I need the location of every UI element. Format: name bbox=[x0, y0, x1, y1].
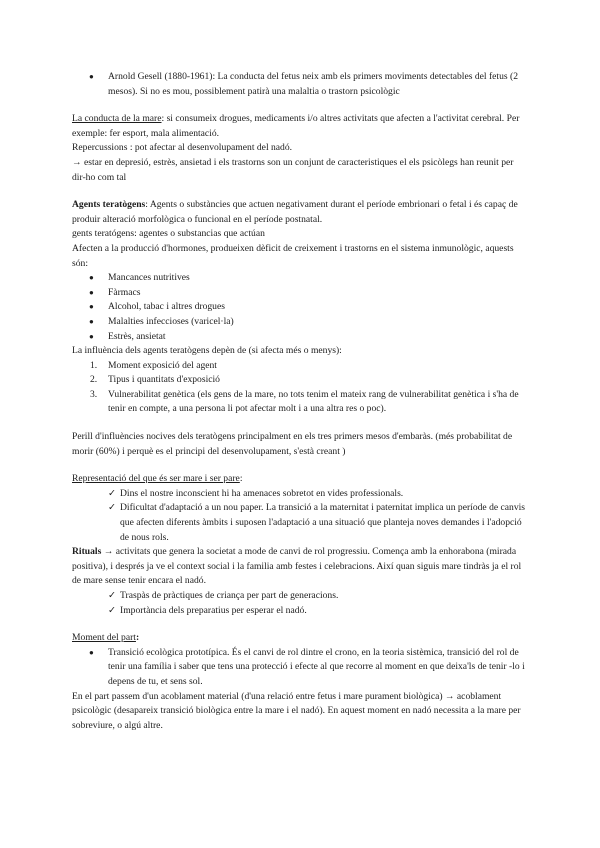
arrow-note: → estar en depresió, estrès, ansietad i els trastorns son un conjunt de caracteristiques el els psicòlegs han reunit per dir-ho com tal bbox=[72, 156, 514, 183]
list-item: ✓ Importància dels preparatius per esperar el nadó. bbox=[72, 604, 528, 619]
checkmark-icon: ✓ bbox=[108, 604, 117, 616]
section-heading: Agents teratògens bbox=[72, 199, 146, 211]
teratogens-effects: Afecten a la producció d'hormones, produeixen dèficit de creixement i trastorns en el sistema inmunològic, aquests són: bbox=[72, 242, 514, 269]
teratogens-list bbox=[72, 271, 528, 344]
rituals-heading: Rituals bbox=[72, 546, 102, 558]
section-heading: Moment del part bbox=[72, 632, 136, 644]
list-item: ✓ Traspàs de pràctiques de criança per part de generacions. bbox=[72, 589, 528, 604]
list-item: 2. Tipus i quantitats d'exposició bbox=[90, 374, 220, 386]
representation-heading-line: Representació del que és ser mare i ser pare: bbox=[72, 473, 243, 485]
birth-bullet-list bbox=[72, 646, 528, 690]
teratogens-definition: Agents teratògens: Agents o substàncies que actuen negativament durant el període embrionari o fetal i és capaç de produir alteració morfològica o funcional en el període postnatal. bbox=[72, 199, 518, 225]
list-item: 3. Vulnerabilitat genètica (els gens de la mare, no tots tenim el mateix rang de vulnerabilitat genètica i s'ha de tenir en compte, a una persona li pot afectar molt i a una altra res o poc). bbox=[90, 388, 519, 415]
list-item: ● Transició ecològica prototípica. És el canvi de rol dintre el crono, en la teoria sistèmica, transició del rol de tenir una família i saber que tens una protecció i efecte al que recorre al moment en que deixa'ls de tenir -lo i depens de tu, et sens sol. bbox=[89, 646, 525, 687]
risk-paragraph: Perill d'influències nocives dels teratògens principalment en els tres primers mesos d'embaràs. (més probabilitat de morir (60%) i perquè es el principi del desenvolupament, s'està creant ) bbox=[72, 431, 513, 457]
document-page bbox=[72, 70, 528, 733]
bullet-icon: ● bbox=[89, 302, 94, 312]
list-item bbox=[72, 70, 528, 99]
bullet-icon: ● bbox=[89, 273, 94, 283]
birth-heading-line: Moment del part: bbox=[72, 632, 140, 644]
section-heading: Representació del que és ser mare i ser pare bbox=[72, 473, 240, 485]
bullet-icon: ● bbox=[89, 72, 94, 81]
bullet-icon: ● bbox=[89, 647, 94, 657]
list-item: ● Estrès, ansietat bbox=[72, 330, 528, 345]
list-item: ✓ Dins el nostre inconscient hi ha amenaces sobretot en vides professionals. bbox=[72, 487, 528, 502]
list-item: ● Fàrmacs bbox=[72, 286, 528, 301]
section-heading: La conducta de la mare bbox=[72, 113, 162, 125]
birth-paragraph: En el part passem d'un acoblament material (d'una relació entre fetus i mare purament biològica) → acoblament psicològic (desapareix transició biològica entre la mare i el nadó). En aquest moment en nadó necessita a la mare per sobreviure, o algú altre. bbox=[72, 690, 521, 731]
bullet-icon: ● bbox=[89, 331, 94, 341]
list-item: ● Malalties infeccioses (varicel·la) bbox=[72, 315, 528, 330]
checkmark-icon: ✓ bbox=[108, 502, 117, 514]
rituals-paragraph: Rituals → activitats que genera la societat a mode de canvi de rol progressiu. Comença amb la enhorabona (mirada positiva), i després ja ve el context social i la familia amb festes i celebracions. Així quan siguis mare tindràs ja el rol de mare sense tenir encara el nadó. bbox=[72, 546, 522, 587]
influence-intro: La influència dels agents teratògens depèn de (si afecta més o menys): bbox=[72, 345, 342, 357]
repercussions-line: Repercussions : pot afectar al desenvolupament del nadó. bbox=[72, 142, 293, 154]
gesell-text: Arnold Gesell (1880-1961): La conducta del fetus neix amb els primers moviments detectables del fetus (2 mesos). Si no es mou, possiblement patirà una malaltia o trastorn psicològic bbox=[108, 71, 519, 97]
influence-list bbox=[72, 359, 528, 417]
list-item: ● Alcohol, tabac i altres drogues bbox=[72, 300, 528, 315]
rituals-checklist bbox=[72, 589, 528, 618]
checkmark-icon: ✓ bbox=[108, 590, 117, 601]
representation-checklist bbox=[72, 487, 528, 545]
list-item: ● Mancances nutritives bbox=[72, 271, 528, 286]
mother-conduct-paragraph: La conducta de la mare: si consumeix drogues, medicaments i/o altres activitats que afecten a l'activitat cerebral. Per exemple: fer esport, mala alimentació. bbox=[72, 113, 520, 139]
list-item: ✓ Dificultat d'adaptació a un nou paper. La transició a la maternitat i paternitat implica un període de canvis que afecten diferents àmbits i suposen l'adaptació a una situació que planteja noves demandes i l'adopció de nous rols. bbox=[108, 502, 526, 543]
checkmark-icon: ✓ bbox=[108, 487, 117, 499]
intro-bullet-list bbox=[72, 70, 528, 99]
bullet-icon: ● bbox=[89, 316, 94, 326]
bullet-icon: ● bbox=[89, 287, 94, 297]
list-item: 1. Moment exposició del agent bbox=[90, 359, 217, 371]
teratogens-translation: gents teratógens: agentes o substancias que actúan bbox=[72, 228, 265, 240]
